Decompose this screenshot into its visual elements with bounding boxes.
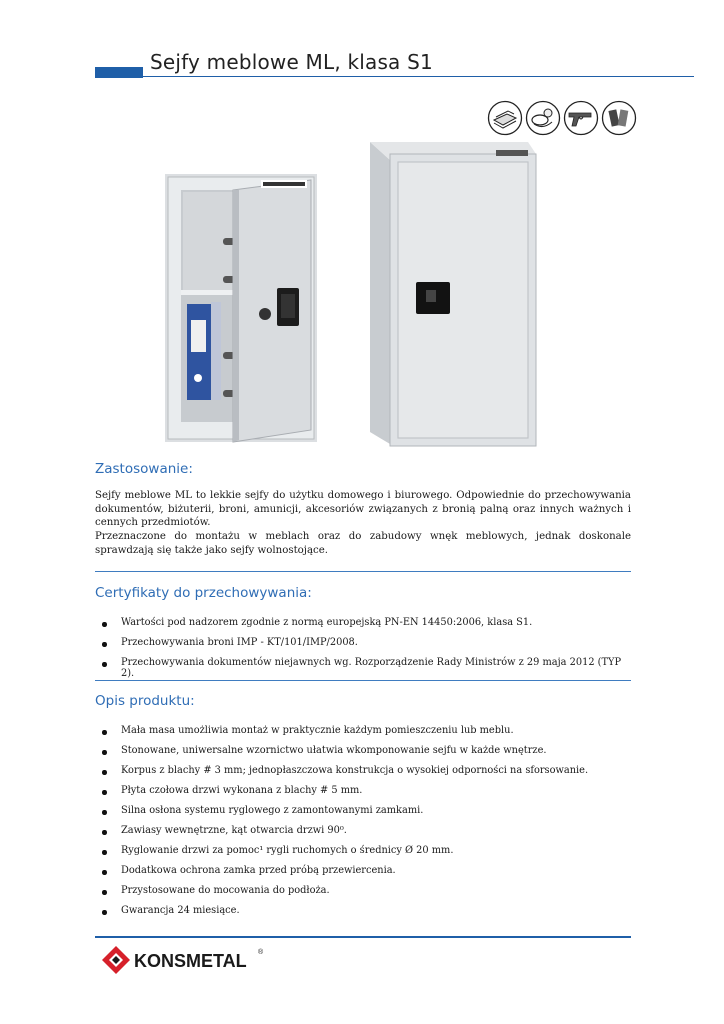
list-item: Dodatkowa ochrona zamka przed próbą przewiercenia. [95, 865, 635, 876]
section-title-opis: Opis produktu: [95, 693, 195, 709]
list-item: Przechowywania dokumentów niejawnych wg. Rozporządzenie Rady Ministrów z 29 maja 2012 (TYP 2). [95, 657, 635, 679]
section-title-zastosowanie: Zastosowanie: [95, 461, 193, 477]
list-item: Przechowywania broni IMP - KT/101/IMP/2008. [95, 637, 635, 648]
open-safe-image [165, 172, 325, 444]
section-title-certyfikaty: Certyfikaty do przechowywania: [95, 585, 312, 601]
list-item: Płyta czołowa drzwi wykonana z blachy # 5 mm. [95, 785, 635, 796]
section-divider [95, 680, 631, 681]
list-item: Silna osłona systemu ryglowego z zamontowanymi zamkami. [95, 805, 635, 816]
page-title: Sejfy meblowe ML, klasa S1 [150, 50, 433, 74]
opis-list [95, 725, 635, 916]
list-item: Zawiasy wewnętrzne, kąt otwarcia drzwi 90⁰. [95, 825, 635, 836]
list-item: Przystosowane do mocowania do podłoża. [95, 885, 635, 896]
list-item: Ryglowanie drzwi za pomoc¹ rygli ruchomych o średnicy Ø 20 mm. [95, 845, 635, 856]
closed-safe-image [368, 138, 538, 448]
documents-icon [487, 100, 523, 136]
valuables-icon [601, 100, 637, 136]
list-item: Korpus z blachy # 3 mm; jednopłaszczowa konstrukcja o wysokiej odporności na sforsowanie. [95, 765, 635, 776]
section-divider [95, 571, 631, 572]
jewelry-icon [525, 100, 561, 136]
title-accent-bar [95, 67, 143, 78]
konsmetal-logo [100, 944, 270, 976]
list-item: Stonowane, uniwersalne wzornictwo ułatwia wkomponowanie sejfu w każde wnętrze. [95, 745, 635, 756]
certyfikaty-list [95, 617, 635, 679]
konsmetal-logo-icon [102, 946, 130, 974]
footer-divider [95, 936, 631, 938]
gun-icon [563, 100, 599, 136]
list-item: Gwarancja 24 miesiące. [95, 905, 635, 916]
zastosowanie-paragraph-2: Przeznaczone do montażu w meblach oraz do zabudowy wnęk meblowych, jednak doskonale sprawdzają się także jako sejfy wolnostojące. [95, 531, 631, 556]
logo-brand-text: KONSMETAL [134, 951, 247, 971]
pictogram-row [487, 100, 637, 138]
logo-registered-mark: ® [258, 949, 264, 956]
title-underline [143, 76, 694, 77]
list-item: Mała masa umożliwia montaż w praktycznie każdym pomieszczeniu lub meblu. [95, 725, 635, 736]
list-item: Wartości pod nadzorem zgodnie z normą europejską PN-EN 14450:2006, klasa S1. [95, 617, 635, 628]
zastosowanie-paragraph-1: Sejfy meblowe ML to lekkie sejfy do użytku domowego i biurowego. Odpowiednie do przechowywania dokumentów, biżuterii, broni, amunicji, akcesoriów związanych z bronią palną oraz innych ważnych i cennych przedmiotów. [95, 490, 631, 528]
